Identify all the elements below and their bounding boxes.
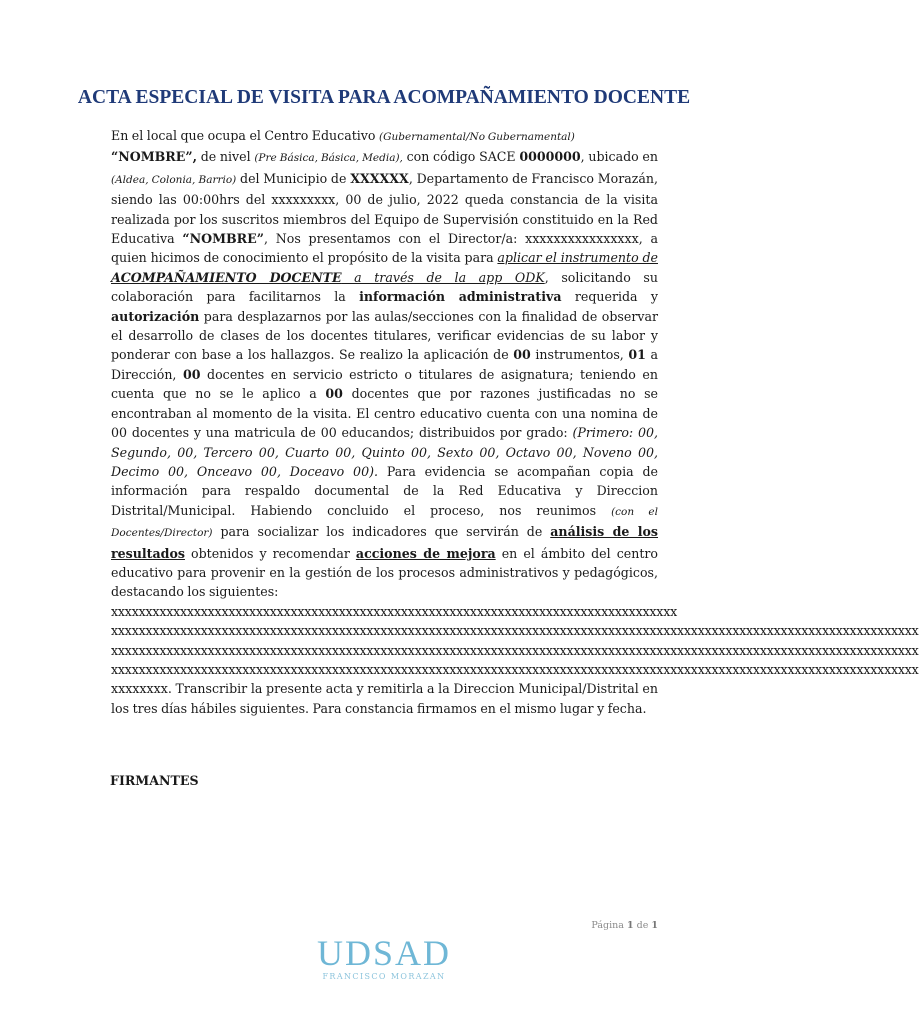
document-title: ACTA ESPECIAL DE VISITA PARA ACOMPAÑAMIENTO DOCENTE — [77, 87, 691, 108]
school-name-placeholder: “NOMBRE”, — [111, 149, 198, 165]
text-run: (Pre Básica, Básica, Media), — [254, 152, 403, 165]
text-run: (Aldea, Colonia, Barrio) — [111, 173, 237, 186]
text-run: análisis de los resultados — [111, 524, 659, 561]
text-run: acciones de mejora — [355, 545, 496, 561]
count-value: 01 — [628, 347, 646, 363]
count-value: 00 — [325, 386, 343, 402]
page-word: Página — [591, 920, 624, 931]
network-name-placeholder: “NOMBRE” — [182, 231, 264, 247]
signatories-heading: FIRMANTES — [110, 773, 199, 788]
logo-sub-text: FRANCISCO MORAZAN — [322, 972, 446, 981]
placeholder-line: xxxxxxxxxxxxxxxxxxxxxxxxxxxxxxxxxxxxxxxxxxxxxxxxxxxxxxxxxxxxxxxxxxxxxxxxxxxxxxxxxxxxxxxxxxxxxxxxxxxxxxxxxxxxxxxxxxxxx — [111, 661, 919, 677]
page-current: 1 — [626, 920, 634, 931]
text-run: docentes en servicio estricto o titulares de asignatura; teniendo en cuenta que no se le aplico a — [111, 366, 658, 402]
text-run: autorización — [111, 308, 200, 324]
text-run: para desplazarnos por las aulas/secciones con la finalidad de observar el desarrollo de clases de los docentes titulares, verificar evidencias de su labor y ponderar con base a los hallazgos. Se realizo la aplicación de — [111, 308, 658, 363]
text-run: de nivel — [197, 149, 255, 165]
count-value: 00 — [513, 347, 531, 363]
text-run: (con el Docentes/Director) — [111, 505, 658, 540]
text-run: para socializar los indicadores que servirán de — [212, 524, 551, 540]
page-total: 1 — [651, 920, 658, 931]
udsad-logo — [300, 934, 468, 981]
text-run: aplicar el instrumento de — [497, 250, 658, 266]
text-run: , Nos presentamos con el Director/a: xxxxxxxxxxxxxxxx, a quien hicimos de conocimiento el propósito de la visita para — [111, 231, 658, 266]
text-run: Para evidencia se acompañan copia de información para respaldo documental de la Red Educativa y Direccion Distrital/Municipal. Habiendo concluido el proceso, nos reunimos — [111, 463, 658, 518]
municipality-placeholder: XXXXXX — [350, 170, 409, 186]
placeholder-line: xxxxxxxxxxxxxxxxxxxxxxxxxxxxxxxxxxxxxxxxxxxxxxxxxxxxxxxxxxxxxxxxxxxxxxxxxxxxxxxxxxxxxxxxxxxxxxxxxxxxxxxxxxxxxxxxxxxxx — [111, 623, 919, 639]
count-value: 00 — [182, 366, 201, 382]
text-run: a Dirección, — [111, 347, 658, 382]
text-run: obtenidos y recomendar — [184, 545, 356, 561]
placeholder-line: xxxxxxxxxxxxxxxxxxxxxxxxxxxxxxxxxxxxxxxxxxxxxxxxxxxxxxxxxxxxxxxxxxxxxxxxxxxxxxxxxxxxxxxxxxxxxxxxxxxxxxxxxxxxxxxxxxxxx — [111, 642, 919, 658]
text-run: xxxxxxxx. Transcribir la presente acta y remitirla a la Direccion Municipal/Distrital en los tres días hábiles siguientes. Para constancia firmamos en el mismo lugar y fecha. — [111, 681, 658, 716]
logo-main-text: UDSAD — [316, 933, 451, 973]
page-of: de — [636, 920, 649, 931]
text-run: del Municipio de — [236, 170, 351, 186]
text-run: a través de la app ODK — [341, 269, 545, 285]
text-run: requerida y — [561, 289, 658, 305]
instrument-name: ACOMPAÑAMIENTO DOCENTE — [111, 269, 342, 285]
sace-code: 0000000 — [519, 149, 581, 165]
grades-list: (Primero: 00, Segundo, 00, Tercero 00, Cuarto 00, Quinto 00, Sexto 00, Octavo 00, Noveno 00, Decimo 00, Onceavo 00, Doceavo 00). — [111, 425, 658, 479]
page-number — [560, 920, 658, 931]
text-run: , solicitando su colaboración para facilitarnos la — [111, 269, 658, 305]
text-run: información administrativa — [359, 289, 562, 305]
placeholder-line: xxxxxxxxxxxxxxxxxxxxxxxxxxxxxxxxxxxxxxxxxxxxxxxxxxxxxxxxxxxxxxxxxxxxxxxxxxxxxxxxxx — [111, 603, 677, 619]
text-run: en el ámbito del centro educativo para provenir en la gestión de los procesos administrativos y pedagógicos, destacando los siguientes: — [111, 545, 658, 600]
text-run: , ubicado en — [580, 149, 658, 165]
text-run: (Gubernamental/No Gubernamental) — [379, 131, 575, 143]
document-body — [111, 126, 919, 718]
text-run: En el local que ocupa el Centro Educativo — [111, 128, 380, 143]
text-run: instrumentos, — [530, 347, 629, 363]
text-run: con código SACE — [402, 149, 520, 165]
text-run: docentes que por razones justificadas no se encontraban al momento de la visita. El centro educativo cuenta con una nomina de 00 docentes y una matricula de 00 educandos; distribuidos por grado: — [111, 386, 658, 441]
text-run: , Departamento de Francisco Morazán, siendo las 00:00hrs del xxxxxxxxx, 00 de julio, 2022 queda constancia de la visita realizada por los suscritos miembros del Equipo de Supervisión constituido en la Red Educativa — [111, 170, 658, 247]
